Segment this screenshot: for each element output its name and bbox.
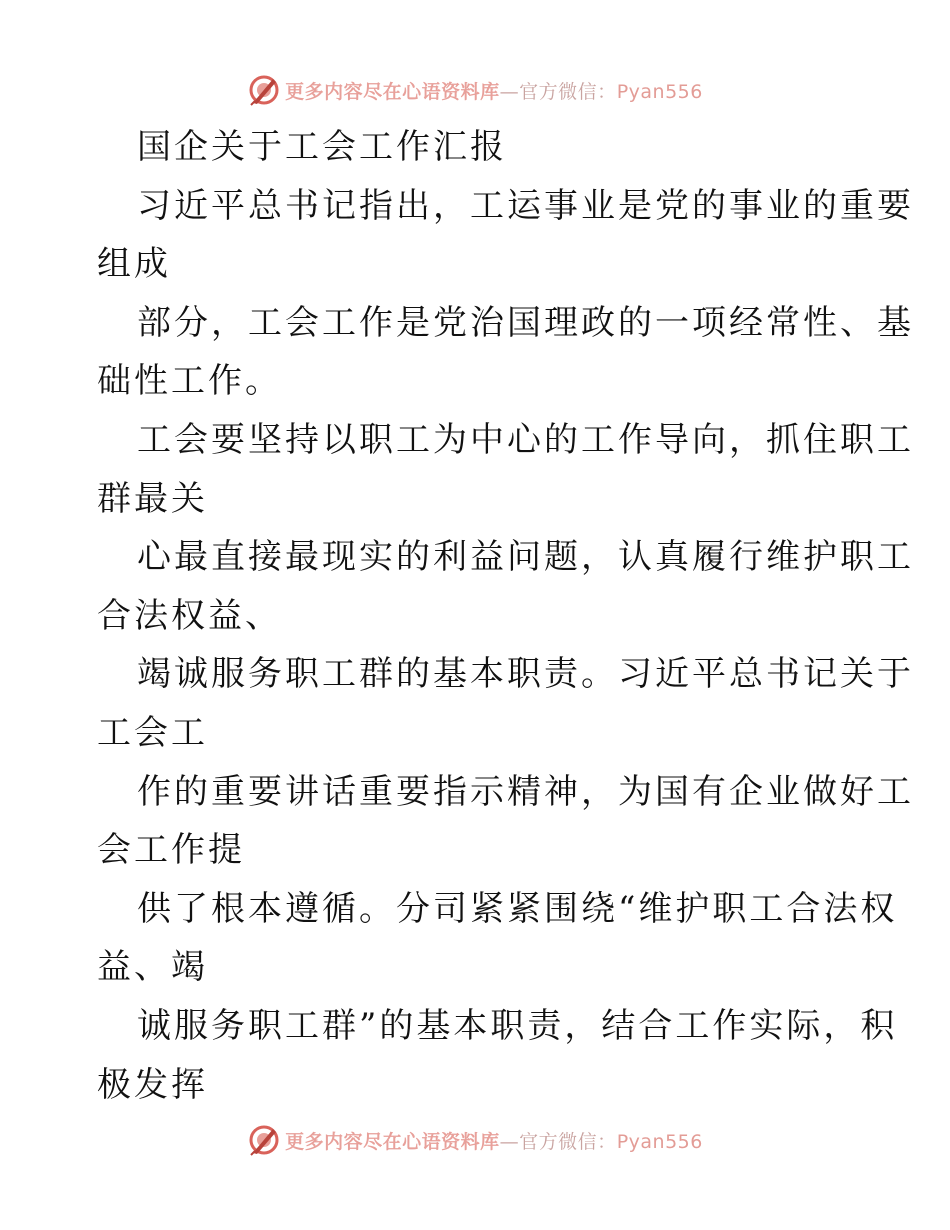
text-line: 础性工作。 xyxy=(97,361,282,402)
footer-watermark xyxy=(0,1120,950,1160)
document-body xyxy=(97,118,914,1114)
header-watermark xyxy=(0,70,950,110)
quill-pen-seal-icon xyxy=(247,1123,281,1157)
text-line: 部分，工会工作是党治国理政的一项经常性、基 xyxy=(137,302,914,343)
text-line: 极发挥 xyxy=(97,1064,208,1105)
text-line: 习近平总书记指出，工运事业是党的事业的重要 xyxy=(137,185,914,226)
text-line: 作的重要讲话重要指示精神，为国有企业做好工 xyxy=(137,771,914,812)
quill-pen-seal-icon xyxy=(247,73,281,107)
text-line: 工会工 xyxy=(97,712,208,753)
text-line: 心最直接最现实的利益问题，认真履行维护职工 xyxy=(137,537,914,578)
text-line: 合法权益、 xyxy=(97,595,282,636)
text-line: 工会要坚持以职工为中心的工作导向，抓住职工 xyxy=(137,419,914,460)
document-title: 国企关于工会工作汇报 xyxy=(137,127,507,167)
text-line: 群最关 xyxy=(97,478,208,519)
text-line: 供了根本遵循。分司紧紧围绕“维护职工合法权 xyxy=(137,888,898,929)
watermark-text: 更多内容尽在心语资料库—官方微信：Pyan556 xyxy=(285,80,703,103)
text-line: 益、竭 xyxy=(97,947,208,988)
text-line: 会工作提 xyxy=(97,830,245,871)
watermark-text: 更多内容尽在心语资料库—官方微信：Pyan556 xyxy=(285,1130,703,1153)
text-line: 竭诚服务职工群的基本职责。习近平总书记关于 xyxy=(137,654,914,695)
text-line: 诚服务职工群”的基本职责，结合工作实际，积 xyxy=(137,1005,898,1046)
text-line: 组成 xyxy=(97,244,171,285)
